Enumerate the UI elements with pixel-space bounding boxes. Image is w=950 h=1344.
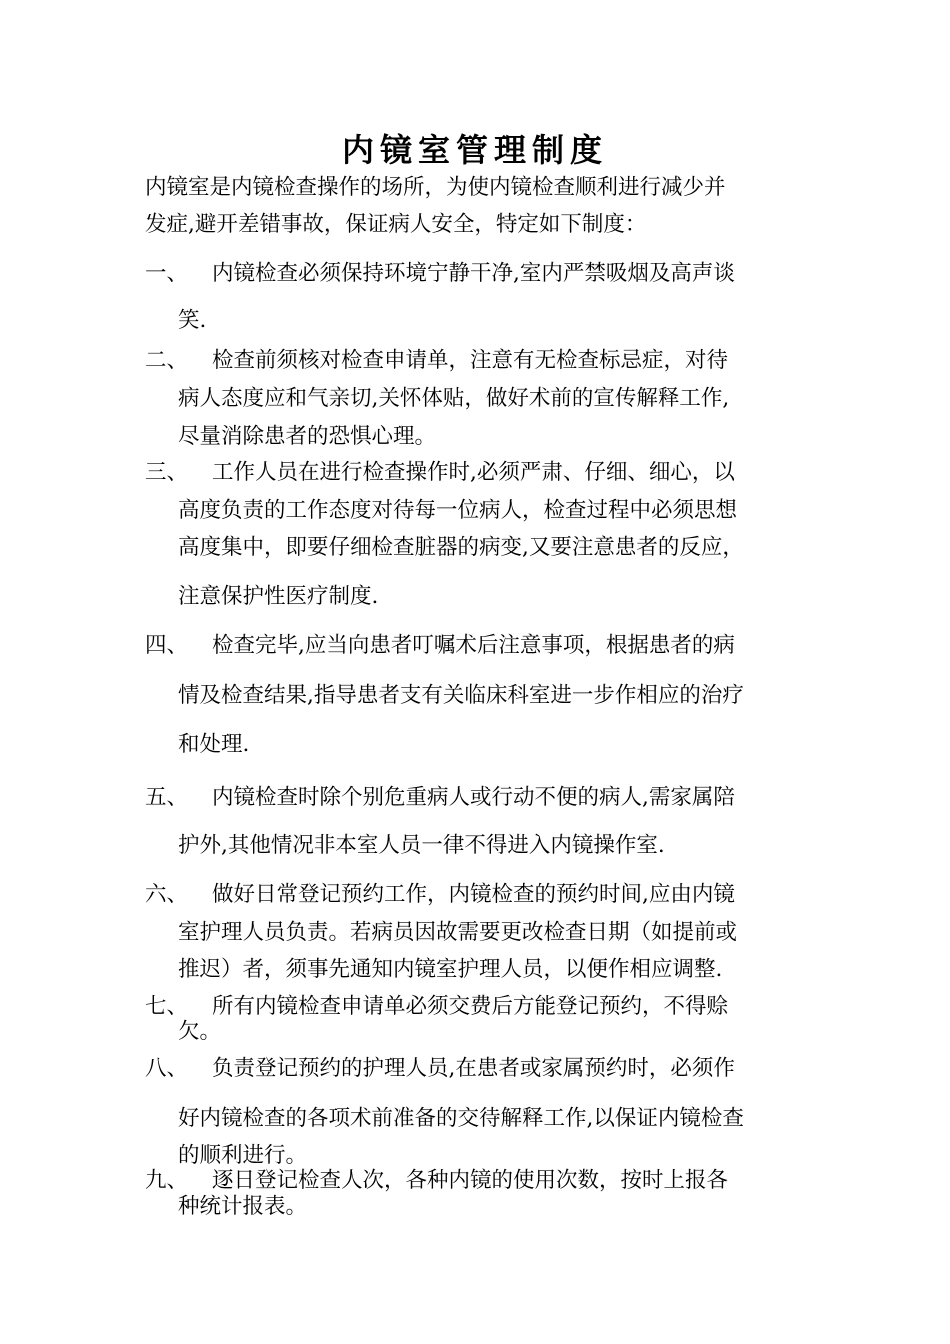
- item-line: 室护理人员负责。若病员因故需要更改检查日期（如提前或: [178, 920, 738, 945]
- item-line: 检查前须核对检查申请单，注意有无检查标忌症，对待: [212, 348, 729, 373]
- item-marker: 四、: [145, 633, 189, 658]
- item-marker: 一、: [145, 261, 189, 286]
- item-line: 内镜检查必须保持环境宁静干净,室内严禁吸烟及高声谈: [212, 261, 735, 286]
- item-line: 负责登记预约的护理人员,在患者或家属预约时，必须作: [212, 1056, 735, 1081]
- item-line: 逐日登记检查人次，各种内镜的使用次数，按时上报各: [212, 1168, 729, 1193]
- item-line: 笑.: [178, 308, 207, 333]
- item-marker: 五、: [145, 785, 189, 810]
- item-line: 的顺利进行。: [178, 1143, 308, 1168]
- item-line: 欠。: [178, 1019, 222, 1044]
- item-line: 种统计报表。: [178, 1194, 308, 1219]
- item-marker: 三、: [145, 460, 189, 485]
- item-line: 推迟）者，须事先通知内镜室护理人员，以便作相应调整.: [178, 957, 723, 982]
- item-line: 病人态度应和气亲切,关怀体贴，做好术前的宣传解释工作,: [178, 386, 730, 411]
- item-line: 和处理.: [178, 732, 250, 757]
- item-marker: 九、: [145, 1168, 189, 1193]
- intro-line: 内镜室是内镜检查操作的场所，为使内镜检查顺利进行减少并: [145, 175, 726, 200]
- item-line: 所有内镜检查申请单必须交费后方能登记预约，不得赊: [212, 994, 729, 1019]
- item-line: 高度负责的工作态度对待每一位病人，检查过程中必须思想: [178, 498, 738, 523]
- item-marker: 七、: [145, 994, 189, 1019]
- item-marker: 六、: [145, 882, 189, 907]
- item-line: 检查完毕,应当向患者叮嘱术后注意事项，根据患者的病: [212, 633, 735, 658]
- item-line: 做好日常登记预约工作，内镜检查的预约时间,应由内镜: [212, 882, 735, 907]
- item-line: 工作人员在进行检查操作时,必须严肃、仔细、细心，以: [212, 460, 735, 485]
- item-line: 护外,其他情况非本室人员一律不得进入内镜操作室.: [178, 833, 665, 858]
- item-marker: 二、: [145, 348, 189, 373]
- item-line: 内镜检查时除个别危重病人或行动不便的病人,需家属陪: [212, 785, 735, 810]
- item-line: 情及检查结果,指导患者支有关临床科室进一步作相应的治疗: [178, 683, 744, 708]
- item-marker: 八、: [145, 1056, 189, 1081]
- item-line: 好内镜检查的各项术前准备的交待解释工作,以保证内镜检查: [178, 1106, 744, 1131]
- page-title: 内镜室管理制度: [341, 131, 608, 169]
- intro-line: 发症,避开差错事故，保证病人安全，特定如下制度：: [145, 212, 647, 237]
- item-line: 高度集中，即要仔细检查脏器的病变,又要注意患者的反应，: [178, 535, 744, 560]
- item-line: 注意保护性医疗制度.: [178, 584, 379, 609]
- item-line: 尽量消除患者的恐惧心理。: [178, 424, 437, 449]
